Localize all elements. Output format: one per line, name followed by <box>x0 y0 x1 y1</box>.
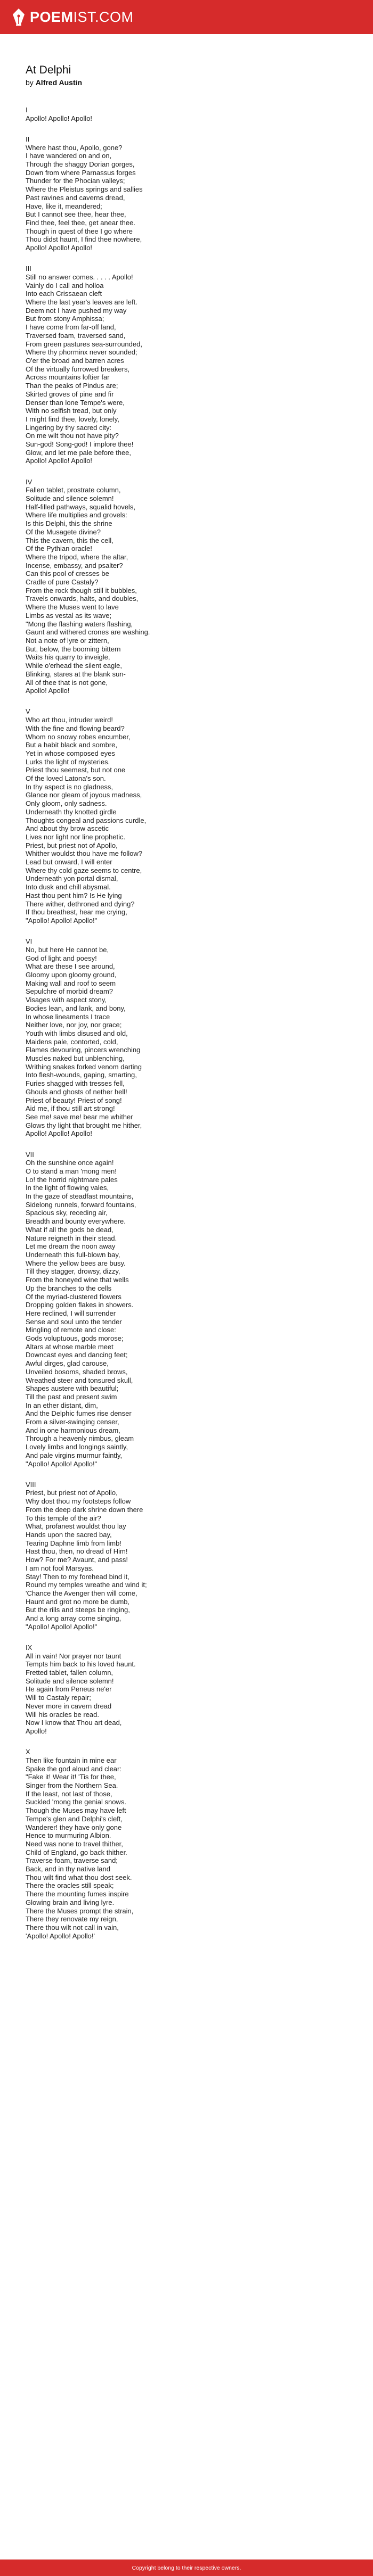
poem-line: Waits his quarry to inveigle, <box>26 653 110 662</box>
poem-line: What if all the gods be dead, <box>26 1225 113 1234</box>
poem-line: Apollo! <box>26 1727 47 1735</box>
poem-line: Wreathed steer and tonsured skull, <box>26 1376 133 1384</box>
poem-line: There wither, dethroned and dying? <box>26 899 135 908</box>
poem-line: Solitude and silence solemn! <box>26 1677 114 1685</box>
poem-line: Shapes austere with beautiful; <box>26 1384 119 1393</box>
poem-line: Writhing snakes forked venom darting <box>26 1062 142 1071</box>
poem-line: Now I know that Thou art dead, <box>26 1719 122 1727</box>
poem-line: Downcast eyes and dancing feet; <box>26 1351 128 1359</box>
footer-bar <box>0 2560 373 2576</box>
poem-line: Till they stagger, drowsy, dizzy, <box>26 1267 120 1276</box>
poem-line: Glow, and let me pale before thee, <box>26 448 132 457</box>
poem-line: In the light of flowing vales, <box>26 1184 109 1192</box>
poem-line: Back, and in thy native land <box>26 1865 110 1873</box>
poem-line: But I cannot see thee, hear thee, <box>26 210 126 219</box>
poem-line: Haunt and grot no more be dumb, <box>26 1597 130 1606</box>
poem-line: Maidens pale, contorted, cold, <box>26 1037 118 1046</box>
poem-line: Incense, embassy, and psalter? <box>26 561 123 569</box>
poem-line: From the rock though still it bubbles, <box>26 586 137 595</box>
poem-line: "Apollo! Apollo! Apollo!" <box>26 916 98 924</box>
stanza <box>26 1151 345 1468</box>
poem-line: There the mounting fumes inspire <box>26 1890 129 1898</box>
poem-line: Priest, but priest not of Apollo, <box>26 1489 118 1497</box>
poem-line: Lo! the horrid nightmare pales <box>26 1175 118 1184</box>
stanza <box>26 937 345 1138</box>
poem-line: From green pastures sea-surrounded, <box>26 340 142 348</box>
stanza <box>26 707 345 924</box>
poem-line: God of light and poesy! <box>26 954 97 962</box>
poem-line: Skirted groves of pine and fir <box>26 390 114 398</box>
logo-text-ist: IST.COM <box>73 9 134 25</box>
poem-line: This the cavern, this the cell, <box>26 536 113 544</box>
poem-line: Through a heavenly nimbus, gleam <box>26 1434 134 1443</box>
poem-line: Though in quest of thee I go where <box>26 227 133 235</box>
poem-line: Underneath thy knotted girdle <box>26 807 117 816</box>
poem-line: And the Delphic fumes rise denser <box>26 1409 132 1418</box>
poem-line: Altars at whose marble meet <box>26 1342 113 1351</box>
poem-line: Cradle of pure Castaly? <box>26 578 99 587</box>
poem-line: There they renovate my reign, <box>26 1915 118 1923</box>
stanza <box>26 265 345 465</box>
poem-line: Vainly do I call and holloa <box>26 281 104 290</box>
poem-line: From the honeyed wine that wells <box>26 1276 129 1284</box>
poem-line: If the least, not last of those, <box>26 1789 112 1798</box>
poem-line: Can this pool of cresses be <box>26 569 109 578</box>
poem-line: Lead but onward, I will enter <box>26 858 112 866</box>
poem-line: Where thy cold gaze seems to centre, <box>26 866 142 874</box>
poem-line: Youth with limbs disused and old, <box>26 1029 128 1037</box>
stanza-number: VIII <box>26 1480 36 1489</box>
poem-line: Where the yellow bees are busy. <box>26 1259 126 1267</box>
poem-line: Where the Muses went to lave <box>26 603 119 612</box>
stanza-number: II <box>26 135 30 143</box>
poem-line: No, but here He cannot be, <box>26 945 109 954</box>
poem-line: Glance nor gleam of joyous madness, <box>26 791 142 799</box>
poem-line: Gaunt and withered crones are washing. <box>26 628 150 637</box>
poem-line: Unveiled bosoms, shaded brows, <box>26 1367 128 1376</box>
poem-line: There the Muses prompt the strain, <box>26 1906 134 1915</box>
poem-line: Denser than lone Tempe's were, <box>26 398 125 407</box>
poem-line: With no selfish tread, but only <box>26 407 117 415</box>
poem-line: Where thy phorminx never sounded; <box>26 348 137 357</box>
poem-line: Travels onwards, halts, and doubles, <box>26 595 139 603</box>
poem-line: Sepulchre of morbid dream? <box>26 987 113 996</box>
poem-line: Of the virtually furrowed breakers, <box>26 365 130 373</box>
fountain-pen-nib-icon <box>12 8 26 26</box>
poem-line: I am not fool Marsyas. <box>26 1564 94 1572</box>
poem-line: Down from where Parnassus forges <box>26 168 136 177</box>
poem-line: Hence to murmuring Albion. <box>26 1831 111 1840</box>
poem-line: Aid me, if thou still art strong! <box>26 1104 115 1113</box>
poem-line: Gods voluptuous, gods morose; <box>26 1334 124 1343</box>
poem-line: Deem not I have pushed my way <box>26 306 127 315</box>
stanza <box>26 1481 345 1631</box>
poem-line: Hands upon the sacred bay, <box>26 1531 112 1539</box>
poem-line: Traverse foam, traverse sand; <box>26 1856 118 1865</box>
poem-line: Thou wilt find what thou dost seek. <box>26 1873 132 1881</box>
poem-line: Making wall and roof to seem <box>26 979 116 987</box>
poem-line: Where the Pleistus springs and sallies <box>26 185 143 194</box>
poem-line: Child of England, go back thither. <box>26 1848 127 1856</box>
poem-line: Apollo! Apollo! <box>26 687 70 695</box>
poem-line: Still no answer comes. . . . . Apollo! <box>26 273 133 281</box>
poem-line: I have come from far-off land, <box>26 323 116 332</box>
copyright-text: Copyright belong to their respective owners. <box>132 2565 241 2571</box>
poem-line: Priest, but priest not of Apollo, <box>26 841 118 849</box>
poem-line: Priest thou seemest, but not one <box>26 766 126 774</box>
poem-line: Tempe's glen and Delphi's cleft, <box>26 1814 123 1823</box>
poem-body <box>26 106 345 1940</box>
poem-line: Of the Pythian oracle! <box>26 544 93 553</box>
stanza <box>26 1644 345 1736</box>
poem-line: "Fake it! Wear it! 'Tis for thee, <box>26 1773 116 1781</box>
poem-line: Never more in cavern dread <box>26 1702 112 1710</box>
poem-line: Apollo! Apollo! Apollo! <box>26 244 93 252</box>
poem-line: Thunder for the Phocian valleys; <box>26 177 125 185</box>
poem-line: Where the tripod, where the altar, <box>26 552 128 561</box>
poem-line: Thoughts congeal and passions curdle, <box>26 816 147 824</box>
poem-line: Past ravines and caverns dread, <box>26 193 125 202</box>
poem-line: Lives nor light nor line prophetic. <box>26 832 126 841</box>
poem-line: Whither wouldst thou have me follow? <box>26 849 142 858</box>
poem-line: Blinking, stares at the blank sun- <box>26 670 126 678</box>
poem-line: Underneath yon portal dismal, <box>26 874 118 883</box>
poem-line: See me! save me! bear me whither <box>26 1112 133 1121</box>
poem-line: Round my temples wreathe and wind it; <box>26 1581 147 1589</box>
poem-line: Tempts him back to his loved haunt. <box>26 1660 136 1669</box>
poem-line: What are these I see around, <box>26 962 115 971</box>
stanza-number: X <box>26 1748 30 1756</box>
poem-line: Neither love, nor joy, nor grace; <box>26 1021 122 1029</box>
poem-line: Flames devouring, pincers wrenching <box>26 1046 141 1054</box>
poem-line: Gloomy upon gloomy ground, <box>26 971 117 979</box>
poem-line: Mingling of remote and close: <box>26 1326 116 1334</box>
poem-line: Awful dirges, glad carouse, <box>26 1359 109 1368</box>
poem-line: Of the Musagete divine? <box>26 527 101 536</box>
poem-line: "Mong the flashing waters flashing, <box>26 620 133 628</box>
poem-line: I might find thee, lovely, lonely, <box>26 415 119 423</box>
poem-line: Who art thou, intruder weird! <box>26 716 113 724</box>
poem-line: O'er the broad and barren acres <box>26 356 124 365</box>
poem-line: In whose lineaments I trace <box>26 1012 110 1021</box>
poem-line: Suckled 'mong the genial snows. <box>26 1798 126 1806</box>
poem-line: But the rills and steeps be ringing, <box>26 1606 130 1614</box>
poem-line: Hast thou pent him? Is He lying <box>26 891 122 899</box>
poem-line: Sidelong runnels, forward fountains, <box>26 1200 136 1209</box>
poem-line: Bodies lean, and lank, and bony, <box>26 1004 126 1012</box>
poem-line: Into flesh-wounds, gaping, smarting, <box>26 1071 137 1079</box>
poem-line: Need was none to travel thither, <box>26 1839 123 1848</box>
poem-line: In thy aspect is no gladness, <box>26 782 113 791</box>
poem-line: Fallen tablet, prostrate column, <box>26 486 121 494</box>
poem-line: But, below, the booming bittern <box>26 645 121 653</box>
author-name: Alfred Austin <box>35 78 83 87</box>
poem-line: And a long array come singing, <box>26 1614 121 1623</box>
poem-title: At Delphi <box>26 64 71 76</box>
poem-line: Find thee, feel thee, get anear thee. <box>26 218 135 227</box>
poem-line: Though the Muses may have left <box>26 1806 126 1815</box>
stanza <box>26 106 345 122</box>
poem-line: Limbs as vestal as its wave; <box>26 611 112 620</box>
logo-text-poem: POEM <box>30 9 74 25</box>
poem-line: Of the loved Latona's son. <box>26 774 106 783</box>
poem-line: I have wandered on and on, <box>26 152 112 160</box>
poem-line: While o'erhead the silent eagle, <box>26 662 122 670</box>
poem-line: In the gaze of steadfast mountains, <box>26 1192 134 1201</box>
poem-line: Will his oracles be read. <box>26 1710 99 1719</box>
poem-line: Will to Castaly repair; <box>26 1694 91 1702</box>
poem-line: Sense and soul unto the tender <box>26 1317 122 1326</box>
poem-content <box>26 64 345 1953</box>
stanza-number: IV <box>26 477 33 486</box>
poem-line: Spake the god aloud and clear: <box>26 1764 121 1773</box>
poem-line: Hast thou, then, no dread of Him! <box>26 1547 128 1556</box>
poem-line: Oh the sunshine once again! <box>26 1159 114 1167</box>
poem-line: Why dost thou my footsteps follow <box>26 1497 131 1506</box>
poem-line: Half-filled pathways, squalid hovels, <box>26 502 135 511</box>
poem-line: Spacious sky, receding air, <box>26 1209 108 1217</box>
poem-line: Dropping golden flakes in showers. <box>26 1301 134 1309</box>
poem-line: Is this Delphi, this the shrine <box>26 519 112 528</box>
poem-line: Into each Crissaean cleft <box>26 290 102 298</box>
poem-line: What, profanest wouldst thou lay <box>26 1522 126 1531</box>
poem-line: From the deep dark shrine down there <box>26 1505 143 1514</box>
poem-line: Yet in whose composed eyes <box>26 749 115 757</box>
poem-line: But from stony Amphissa; <box>26 315 104 323</box>
poem-line: Furies shagged with tresses fell, <box>26 1079 125 1088</box>
poem-line: All in vain! Nor prayer nor taunt <box>26 1652 121 1660</box>
stanza-number: V <box>26 707 30 716</box>
poem-line: Apollo! Apollo! Apollo! <box>26 457 93 465</box>
top-header-bar <box>0 0 373 34</box>
poem-line: And pale virgins murmur faintly, <box>26 1451 123 1459</box>
poem-line: Up the branches to the cells <box>26 1284 112 1292</box>
poem-line: O to stand a man 'mong men! <box>26 1167 117 1175</box>
stanza-number: VI <box>26 937 33 946</box>
poem-line: Till the past and present swim <box>26 1392 117 1401</box>
poem-line: Tearing Daphne limb from limb! <box>26 1539 121 1547</box>
poem-line: There the oracles still speak; <box>26 1881 114 1890</box>
poem-line: "Apollo! Apollo! Apollo!" <box>26 1622 98 1631</box>
byline-prefix: by <box>26 78 34 87</box>
stanza-number: VII <box>26 1150 34 1159</box>
poem-line: Then like fountain in mine ear <box>26 1756 117 1764</box>
stanza-number: III <box>26 265 31 273</box>
poem-line: Of the myriad-clustered flowers <box>26 1292 121 1301</box>
poem-byline <box>26 78 345 87</box>
poem-line: Only gloom, only sadness. <box>26 799 107 808</box>
poem-line: Breadth and bounty everywhere. <box>26 1217 126 1226</box>
poem-line: Let me dream the noon away <box>26 1242 116 1251</box>
poem-line: Where hast thou, Apollo, gone? <box>26 143 123 152</box>
poem-line: Glows thy light that brought me hither, <box>26 1121 142 1129</box>
poem-line: From a silver-swinging censer, <box>26 1418 119 1426</box>
poem-line: Ghouls and ghosts of nether hell! <box>26 1087 127 1096</box>
poem-line: And in one harmonious dream, <box>26 1426 120 1434</box>
poem-line: Fretted tablet, fallen column, <box>26 1669 113 1677</box>
poem-line: To this temple of the air? <box>26 1514 101 1522</box>
poem-line: Apollo! Apollo! Apollo! <box>26 114 93 122</box>
poem-line: Apollo! Apollo! Apollo! <box>26 1129 93 1138</box>
poem-line: Traversed foam, traversed sand, <box>26 331 126 340</box>
poem-line: In an ether distant, dim, <box>26 1401 98 1409</box>
poem-line: All of thee that is not gone, <box>26 678 108 687</box>
poem-line: Through the shaggy Dorian gorges, <box>26 160 135 169</box>
poem-line: Muscles naked but unblenching, <box>26 1054 125 1063</box>
poem-line: Lingering by thy sacred city: <box>26 423 112 432</box>
stanza <box>26 1748 345 1940</box>
poem-line: Whom no snowy robes encumber, <box>26 732 131 741</box>
poem-line: Stay! Then to my forehead bind it, <box>26 1572 129 1581</box>
poem-line: Nature reigneth in their stead. <box>26 1234 117 1242</box>
poem-line: Across mountains loftier far <box>26 373 110 382</box>
poem-line: Solitude and silence solemn! <box>26 494 114 503</box>
poem-line: Thou didst haunt, I find thee nowhere, <box>26 235 142 244</box>
poem-line: If thou breathest, hear me crying, <box>26 908 127 917</box>
poem-line: Lurks the light of mysteries. <box>26 757 110 766</box>
poem-line: There thou wilt not call in vain, <box>26 1923 119 1931</box>
poem-line: Into dusk and chill abysmal. <box>26 883 111 891</box>
poem-line: "Apollo! Apollo! Apollo!" <box>26 1459 98 1468</box>
poem-line: Than the peaks of Pindus are; <box>26 382 118 390</box>
poem-line: Sun-god! Song-god! I implore thee! <box>26 440 134 449</box>
site-logo[interactable] <box>12 6 134 28</box>
poem-line: Here reclined, I will surrender <box>26 1309 116 1317</box>
poem-line: How? For me? Avaunt, and pass! <box>26 1556 128 1564</box>
poem-line: And about thy brow ascetic <box>26 824 109 833</box>
stanza-number: IX <box>26 1643 33 1652</box>
stanza <box>26 135 345 252</box>
poem-line: Lovely limbs and longings saintly, <box>26 1443 128 1451</box>
poem-line: Not a note of lyre or zittern, <box>26 636 109 645</box>
poem-line: Underneath this full-blown bay, <box>26 1251 120 1259</box>
poem-line: Where life multiplies and grovels: <box>26 511 127 519</box>
poem-line: Have, like it, meandered; <box>26 202 102 210</box>
poem-line: 'Chance the Avenger then will come, <box>26 1589 137 1597</box>
poem-line: Singer from the Northern Sea. <box>26 1781 118 1789</box>
poem-line: With the fine and flowing beard? <box>26 724 125 732</box>
poem-line: Visages with aspect stony, <box>26 996 107 1004</box>
stanza-number: I <box>26 106 28 114</box>
poem-line: On me wilt thou not have pity? <box>26 432 119 440</box>
poem-line: Where the last year's leaves are left. <box>26 298 137 307</box>
poem-line: But a habit black and sombre, <box>26 741 117 749</box>
poem-line: Glowing brain and living lyre. <box>26 1898 115 1906</box>
poem-line: 'Apollo! Apollo! Apollo!' <box>26 1931 95 1940</box>
poem-line: Priest of beauty! Priest of song! <box>26 1096 122 1104</box>
poem-line: He again from Peneus ne'er <box>26 1685 112 1694</box>
stanza <box>26 478 345 695</box>
poem-line: Wanderer! they have only gone <box>26 1823 122 1831</box>
